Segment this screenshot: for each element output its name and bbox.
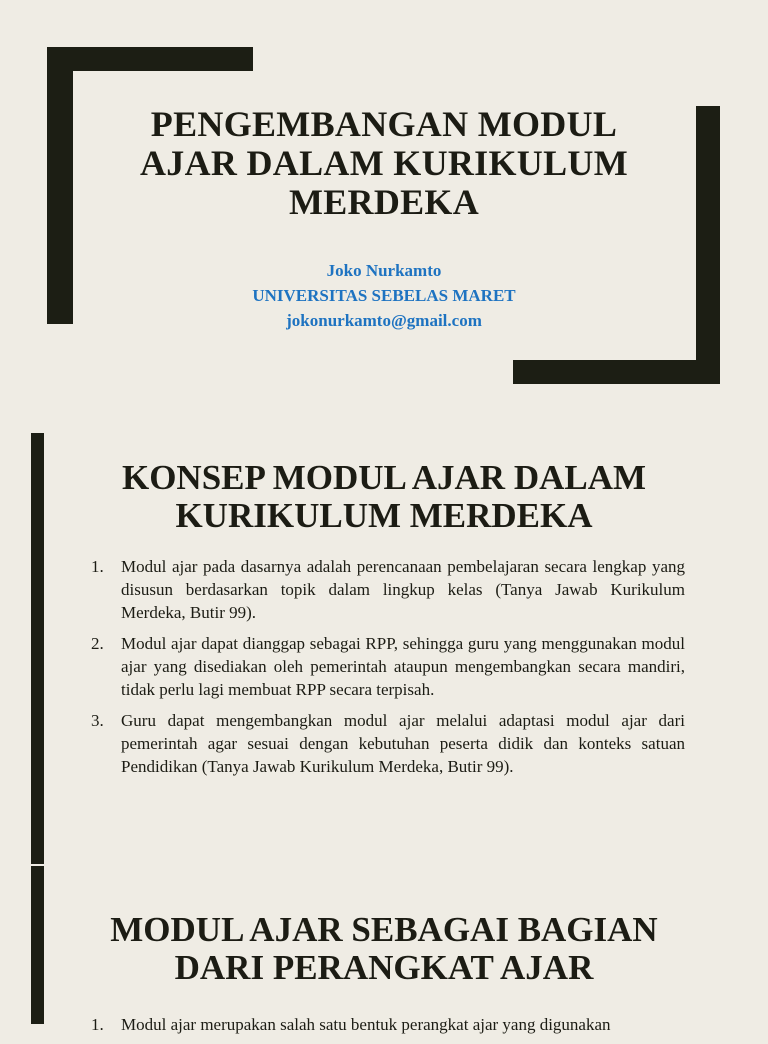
section-title — [60, 911, 708, 987]
list-number: 2. — [91, 634, 104, 653]
title-line: MERDEKA — [288, 182, 480, 222]
list-text: Modul ajar pada dasarnya adalah perencanaan pembelajaran secara lengkap yang disusun berdasarkan topik dalam lingkup kelas (Tanya Jawab Kurikulum Merdeka, Butir 99). — [121, 557, 685, 622]
concept-slide — [0, 420, 768, 864]
section-title — [60, 459, 708, 535]
list-item — [91, 1013, 685, 1036]
list-text: Guru dapat mengembangkan modul ajar melalui adaptasi modul ajar dari pemerintah agar sesuai dengan kebutuhan peserta didik dan konteks satuan Pendidikan (Tanya Jawab Kurikulum Merdeka, Butir 99). — [121, 711, 685, 776]
list-text: Modul ajar dapat dianggap sebagai RPP, sehingga guru yang menggunakan modul ajar yang disediakan oleh pemerintah ataupun mengembangkan secara mandiri, tidak perlu lagi membuat RPP secara terpisah. — [121, 634, 685, 699]
title-line: DARI PERANGKAT AJAR — [174, 948, 594, 987]
slide-left-accent-bar — [31, 866, 44, 1024]
list-item — [91, 709, 685, 778]
presentation-title — [100, 105, 668, 222]
list-text: Modul ajar merupakan salah satu bentuk perangkat ajar yang digunakan — [121, 1015, 611, 1034]
frame-bottom-bar — [513, 360, 720, 384]
frame-top-bar — [47, 47, 253, 71]
title-line: AJAR DALAM KURIKULUM — [140, 143, 628, 183]
list-item — [91, 555, 685, 624]
title-slide — [0, 0, 768, 420]
numbered-list — [91, 555, 685, 786]
author-info — [100, 258, 668, 333]
frame-left-bar — [47, 47, 73, 324]
list-number: 3. — [91, 711, 104, 730]
slide-left-accent-bar — [31, 433, 44, 864]
list-number: 1. — [91, 1015, 104, 1034]
title-line: KONSEP MODUL AJAR DALAM — [121, 458, 647, 497]
frame-right-bar — [696, 106, 720, 384]
title-line: PENGEMBANGAN MODUL — [150, 104, 618, 144]
list-number: 1. — [91, 557, 104, 576]
title-line: MODUL AJAR SEBAGAI BAGIAN — [110, 910, 658, 949]
author-email: jokonurkamto@gmail.com — [286, 311, 482, 330]
author-institution: UNIVERSITAS SEBELAS MARET — [252, 286, 516, 305]
list-item — [91, 632, 685, 701]
title-line: KURIKULUM MERDEKA — [175, 496, 593, 535]
author-name: Joko Nurkamto — [326, 261, 442, 280]
teaching-tools-slide — [0, 864, 768, 1034]
numbered-list — [91, 1013, 685, 1044]
